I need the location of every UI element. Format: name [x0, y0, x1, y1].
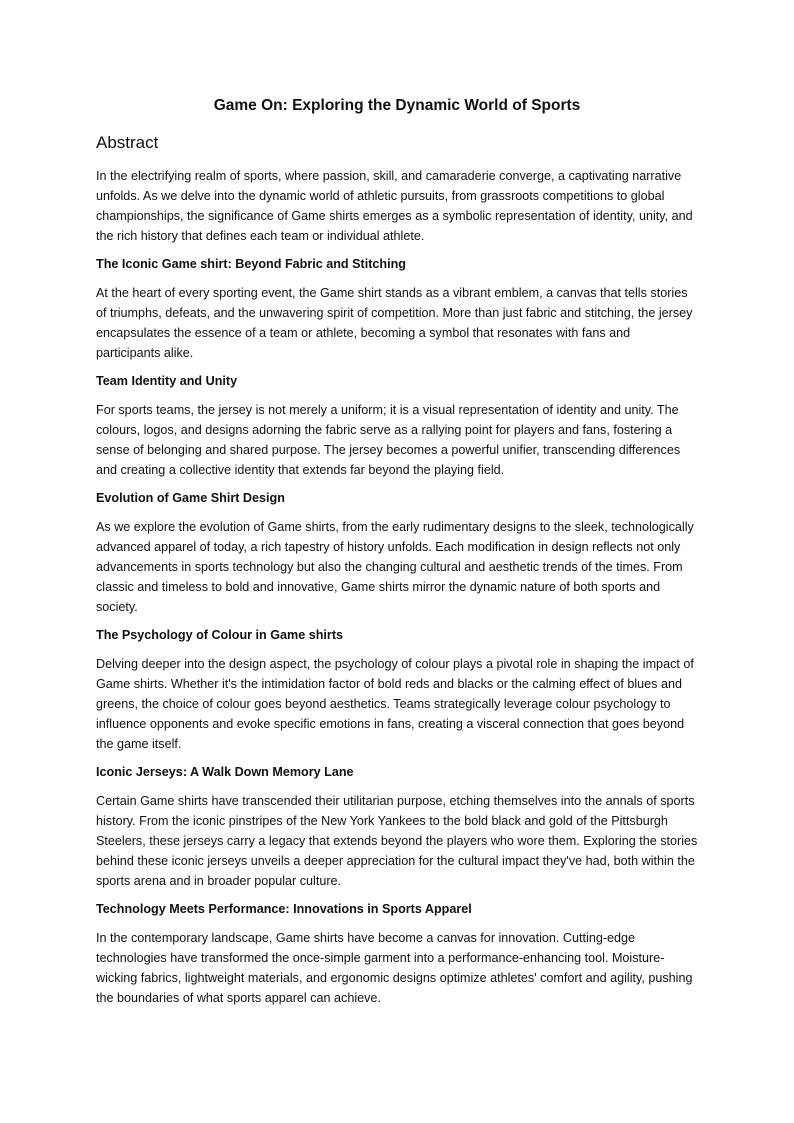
section-paragraph-evolution: As we explore the evolution of Game shirts, from the early rudimentary designs to the sleek, technologically advanced apparel of today, a rich tapestry of history unfolds. Each modification in design reflects not only advancements in sports technology but also the changing cultural and aesthetic trends of the times. From classic and timeless to bold and innovative, Game shirts mirror the dynamic nature of both sports and society.: [96, 520, 694, 614]
section-paragraph-colour-psychology: Delving deeper into the design aspect, the psychology of colour plays a pivotal role in shaping the impact of Game shirts. Whether it's the intimidation factor of bold reds and blacks or the calming effect of blues and greens, the choice of colour goes beyond aesthetics. Teams strategically leverage colour psychology to influence opponents and evoke specific emotions in fans, creating a visceral connection that goes beyond the game itself.: [96, 657, 694, 751]
section-paragraph-iconic-jerseys: Certain Game shirts have transcended their utilitarian purpose, etching themselves into the annals of sports history. From the iconic pinstripes of the New York Yankees to the bold black and gold of the Pittsburgh Steelers, these jerseys carry a legacy that extends beyond the players who wore them. Exploring the stories behind these iconic jerseys unveils a deeper appreciation for the cultural impact they've had, both within the sports arena and in broader popular culture.: [96, 794, 698, 888]
section-heading-technology: Technology Meets Performance: Innovations in Sports Apparel: [96, 902, 472, 916]
section-heading-evolution: Evolution of Game Shirt Design: [96, 491, 285, 505]
section-heading-iconic-jerseys: Iconic Jerseys: A Walk Down Memory Lane: [96, 765, 354, 779]
section-heading-iconic-game-shirt: The Iconic Game shirt: Beyond Fabric and Stitching: [96, 257, 406, 271]
section-heading-colour-psychology: The Psychology of Colour in Game shirts: [96, 628, 344, 642]
document-title: Game On: Exploring the Dynamic World of Sports: [213, 97, 581, 114]
abstract-heading: Abstract: [96, 133, 159, 152]
document-page: [96, 96, 698, 1018]
section-paragraph-team-identity: For sports teams, the jersey is not merely a uniform; it is a visual representation of identity and unity. The colours, logos, and designs adorning the fabric serve as a rallying point for players and fans, fostering a sense of belonging and shared purpose. The jersey becomes a powerful unifier, transcending differences and creating a collective identity that extends far beyond the playing field.: [96, 403, 681, 477]
abstract-paragraph: In the electrifying realm of sports, where passion, skill, and camaraderie converge, a captivating narrative unfolds. As we delve into the dynamic world of athletic pursuits, from grassroots competitions to global championships, the significance of Game shirts emerges as a symbolic representation of identity, unity, and the rich history that defines each team or individual athlete.: [96, 169, 693, 243]
section-paragraph-technology: In the contemporary landscape, Game shirts have become a canvas for innovation. Cutting-edge technologies have transformed the once-simple garment into a performance-enhancing tool. Moisture-wicking fabrics, lightweight materials, and ergonomic designs optimize athletes' comfort and agility, pushing the boundaries of what sports apparel can achieve.: [96, 931, 693, 1005]
section-heading-team-identity: Team Identity and Unity: [96, 374, 238, 388]
section-paragraph-iconic-game-shirt: At the heart of every sporting event, the Game shirt stands as a vibrant emblem, a canvas that tells stories of triumphs, defeats, and the unwavering spirit of competition. More than just fabric and stitching, the jersey encapsulates the essence of a team or athlete, becoming a symbol that resonates with fans and participants alike.: [96, 286, 693, 360]
